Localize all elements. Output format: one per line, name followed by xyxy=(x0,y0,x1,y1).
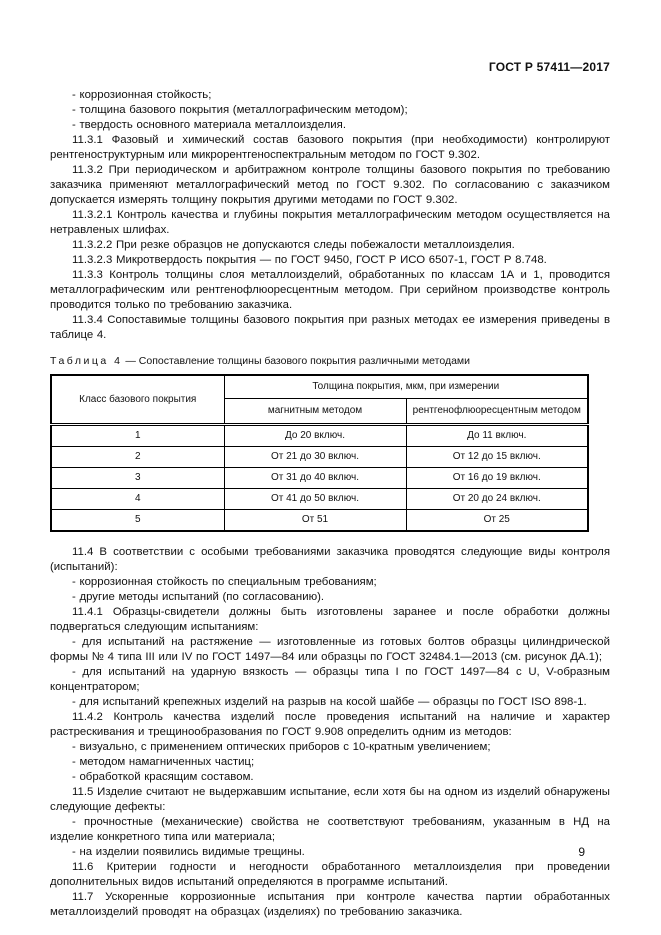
cell-magnetic-thickness: До 20 включ. xyxy=(224,425,406,447)
paragraph: 11.3.4 Сопоставимые толщины базового покрытия при разных методах ее измерения приведены в таблице 4. xyxy=(50,314,610,341)
table-header-magnetic-method: магнитным методом xyxy=(224,399,406,425)
document-number: ГОСТ Р 57411—2017 xyxy=(488,60,610,74)
section-before-table xyxy=(50,88,610,343)
table-header-xray-fluorescent-method: рентгенофлюоресцентным методом xyxy=(406,399,588,425)
cell-coating-class: 1 xyxy=(51,425,224,447)
paragraph: 11.3.3 Контроль толщины слоя металлоизделий, обработанных по классам 1А и 1, проводится металлографическим или рентгенофлюоресцентным методом. При серийном производстве контроль проводится только по требованию заказчика. xyxy=(50,269,610,311)
paragraph: 11.3.2.3 Микротвердость покрытия — по ГОСТ 9450, ГОСТ Р ИСО 6507-1, ГОСТ Р 8.748. xyxy=(72,254,547,266)
paragraph: - для испытаний на ударную вязкость — образцы типа I по ГОСТ 1497—84 с U, V-образным концентратором; xyxy=(50,666,610,693)
paragraph: 11.3.2.2 При резке образцов не допускаются следы побежалости металлоизделия. xyxy=(72,239,515,251)
table-caption xyxy=(50,355,610,368)
paragraph: 11.4 В соответствии с особыми требованиями заказчика проводятся следующие виды контроля (испытаний): xyxy=(50,546,610,573)
table-head xyxy=(51,375,588,425)
paragraph: - коррозионная стойкость по специальным требованиям; xyxy=(72,576,377,588)
table-row xyxy=(51,510,588,532)
cell-xray-thickness: От 20 до 24 включ. xyxy=(406,489,588,510)
table-row xyxy=(51,468,588,489)
paragraph: 11.4.1 Образцы-свидетели должны быть изготовлены заранее и после обработки должны подвергаться следующим испытаниям: xyxy=(50,606,610,633)
paragraph: - визуально, с применением оптических приборов с 10-кратным увеличением; xyxy=(72,741,491,753)
table-caption-label: Таблица 4 xyxy=(50,355,123,367)
paragraph: 11.3.1 Фазовый и химический состав базового покрытия (при необходимости) контролируют рентгеноструктурным или микрорентгеноспектральным методом по ГОСТ 9.302. xyxy=(50,134,610,161)
table-row xyxy=(51,489,588,510)
paragraph: - толщина базового покрытия (металлографическим методом); xyxy=(72,104,408,116)
table-header-group: Толщина покрытия, мкм, при измерении xyxy=(224,375,588,399)
cell-coating-class: 3 xyxy=(51,468,224,489)
cell-coating-class: 4 xyxy=(51,489,224,510)
table-caption-text: — Сопоставление толщины базового покрытия различными методами xyxy=(125,355,471,367)
table-body xyxy=(51,425,588,532)
cell-magnetic-thickness: От 21 до 30 включ. xyxy=(224,447,406,468)
paragraph: - коррозионная стойкость; xyxy=(72,89,212,101)
cell-coating-class: 2 xyxy=(51,447,224,468)
paragraph: - методом намагниченных частиц; xyxy=(72,756,255,768)
paragraph: 11.4.2 Контроль качества изделий после проведения испытаний на наличие и характер растрескивания и трещинообразования по ГОСТ 9.908 определить одним из методов: xyxy=(50,711,610,738)
page-number: 9 xyxy=(578,845,585,859)
paragraph: - для испытаний на растяжение — изготовленные из готовых болтов образцы цилиндрической формы № 4 типа III или IV по ГОСТ 1497—84 или образцы по ГОСТ 32484.1—2013 (см. рисунок ДА.1); xyxy=(50,636,610,663)
paragraph: 11.5 Изделие считают не выдержавшим испытание, если хотя бы на одном из изделий обнаружены следующие дефекты: xyxy=(50,786,610,813)
paragraph: 11.7 Ускоренные коррозионные испытания при контроле качества партии обработанных металлоизделий проводят на образцах (изделиях) по требованию заказчика. xyxy=(50,891,610,918)
cell-magnetic-thickness: От 41 до 50 включ. xyxy=(224,489,406,510)
cell-magnetic-thickness: От 51 xyxy=(224,510,406,532)
paragraph: 11.3.2.1 Контроль качества и глубины покрытия металлографическим методом осуществляется на нетравленых шлифах. xyxy=(50,209,610,236)
paragraph: 11.6 Критерии годности и негодности обработанного металлоизделия при проведении дополнительных видов испытаний определяются в программе испытаний. xyxy=(50,861,610,888)
paragraph: - твердость основного материала металлоизделия. xyxy=(72,119,346,131)
cell-magnetic-thickness: От 31 до 40 включ. xyxy=(224,468,406,489)
table-header-class: Класс базового покрытия xyxy=(51,375,224,425)
table-header-row xyxy=(51,375,588,399)
cell-xray-thickness: От 12 до 15 включ. xyxy=(406,447,588,468)
table-row xyxy=(51,425,588,447)
paragraph: - на изделии появились видимые трещины. xyxy=(72,846,305,858)
cell-xray-thickness: До 11 включ. xyxy=(406,425,588,447)
cell-xray-thickness: От 16 до 19 включ. xyxy=(406,468,588,489)
paragraph: - другие методы испытаний (по согласованию). xyxy=(72,591,325,603)
table-row xyxy=(51,447,588,468)
paragraph: 11.3.2 При периодическом и арбитражном контроле толщины базового покрытия по требованию заказчика применяют металлографический метод по ГОСТ 9.302. По согласованию с заказчиком допускается измерять толщину покрытия другими методами по ГОСТ 9.302. xyxy=(50,164,610,206)
section-after-table xyxy=(50,545,610,920)
cell-coating-class: 5 xyxy=(51,510,224,532)
paragraph: - прочностные (механические) свойства не соответствуют требованиям, указанным в НД на изделие конкретного типа или материала; xyxy=(50,816,610,843)
paragraph: - для испытаний крепежных изделий на разрыв на косой шайбе — образцы по ГОСТ ISO 898-1. xyxy=(72,696,587,708)
cell-xray-thickness: От 25 xyxy=(406,510,588,532)
paragraph: - обработкой красящим составом. xyxy=(72,771,254,783)
document-content xyxy=(50,88,610,920)
table-4 xyxy=(50,374,589,532)
